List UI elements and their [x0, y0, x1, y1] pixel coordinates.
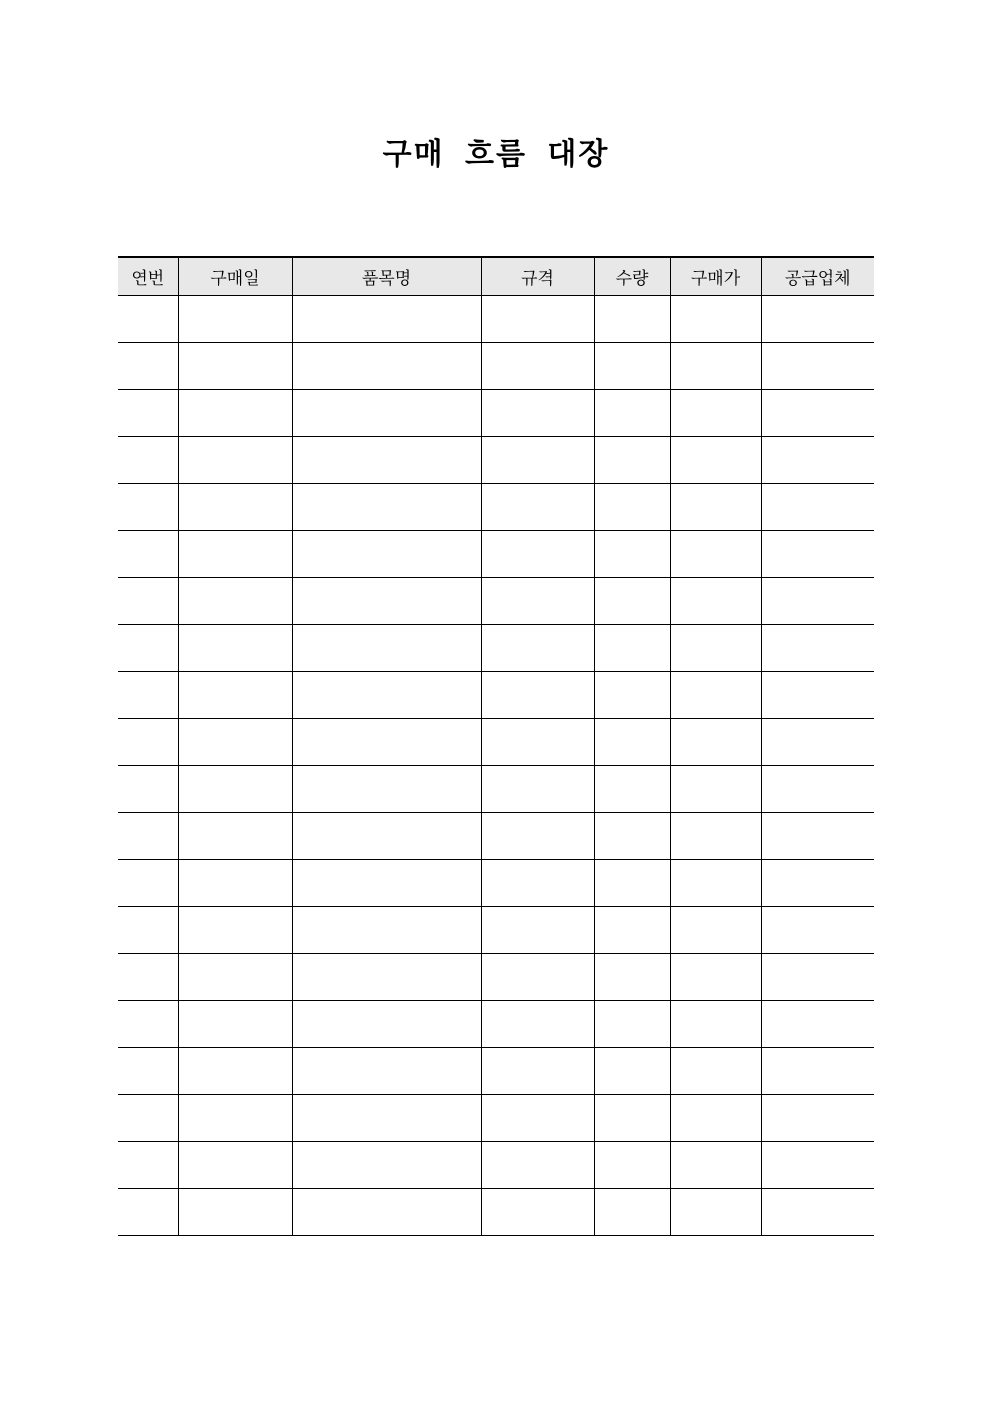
item-name-cell[interactable]: [292, 436, 481, 483]
purchase-date-cell[interactable]: [178, 1094, 292, 1141]
purchase-date-cell[interactable]: [178, 295, 292, 342]
purchase-date-cell[interactable]: [178, 342, 292, 389]
purchase-price-cell[interactable]: [670, 530, 761, 577]
supplier-cell[interactable]: [761, 812, 874, 859]
serial-number-cell[interactable]: [118, 718, 178, 765]
quantity-cell[interactable]: [594, 671, 670, 718]
serial-number-cell[interactable]: [118, 906, 178, 953]
quantity-cell[interactable]: [594, 812, 670, 859]
quantity-cell[interactable]: [594, 295, 670, 342]
table-row: [118, 436, 874, 483]
purchase-date-cell[interactable]: [178, 1047, 292, 1094]
spec-cell[interactable]: [481, 389, 594, 436]
serial-number-cell[interactable]: [118, 859, 178, 906]
supplier-cell[interactable]: [761, 1094, 874, 1141]
spec-header: 규격: [481, 257, 594, 295]
purchase-price-cell[interactable]: [670, 718, 761, 765]
purchase-price-cell[interactable]: [670, 1000, 761, 1047]
supplier-cell[interactable]: [761, 1188, 874, 1235]
quantity-cell[interactable]: [594, 624, 670, 671]
item-name-cell[interactable]: [292, 1141, 481, 1188]
supplier-cell[interactable]: [761, 577, 874, 624]
spec-cell[interactable]: [481, 436, 594, 483]
purchase-date-cell[interactable]: [178, 859, 292, 906]
item-name-cell[interactable]: [292, 1188, 481, 1235]
spec-cell[interactable]: [481, 671, 594, 718]
supplier-cell[interactable]: [761, 530, 874, 577]
purchase-price-cell[interactable]: [670, 1188, 761, 1235]
table-row: [118, 577, 874, 624]
serial-number-cell[interactable]: [118, 953, 178, 1000]
item-name-cell[interactable]: [292, 1047, 481, 1094]
purchase-date-cell[interactable]: [178, 577, 292, 624]
purchase-date-cell[interactable]: [178, 483, 292, 530]
quantity-cell[interactable]: [594, 389, 670, 436]
purchase-price-cell[interactable]: [670, 1094, 761, 1141]
purchase-date-cell[interactable]: [178, 1188, 292, 1235]
quantity-header: 수량: [594, 257, 670, 295]
quantity-cell[interactable]: [594, 1047, 670, 1094]
item-name-cell[interactable]: [292, 953, 481, 1000]
quantity-cell[interactable]: [594, 765, 670, 812]
table-row: [118, 812, 874, 859]
item-name-header: 품목명: [292, 257, 481, 295]
ledger-body: [118, 295, 874, 1235]
serial-number-cell[interactable]: [118, 530, 178, 577]
table-row: [118, 718, 874, 765]
purchase-date-cell[interactable]: [178, 1000, 292, 1047]
item-name-cell[interactable]: [292, 483, 481, 530]
purchase-price-cell[interactable]: [670, 765, 761, 812]
spec-cell[interactable]: [481, 1188, 594, 1235]
supplier-cell[interactable]: [761, 1047, 874, 1094]
supplier-cell[interactable]: [761, 483, 874, 530]
spec-cell[interactable]: [481, 812, 594, 859]
purchase-date-cell[interactable]: [178, 953, 292, 1000]
item-name-cell[interactable]: [292, 295, 481, 342]
purchase-price-cell[interactable]: [670, 1047, 761, 1094]
table-row: [118, 953, 874, 1000]
item-name-cell[interactable]: [292, 577, 481, 624]
supplier-cell[interactable]: [761, 906, 874, 953]
spec-cell[interactable]: [481, 577, 594, 624]
serial-number-cell[interactable]: [118, 483, 178, 530]
table-row: [118, 295, 874, 342]
serial-number-cell[interactable]: [118, 1047, 178, 1094]
purchase-price-cell[interactable]: [670, 906, 761, 953]
table-row: [118, 1141, 874, 1188]
purchase-date-header: 구매일: [178, 257, 292, 295]
table-row: [118, 483, 874, 530]
purchase-ledger-table: [118, 256, 874, 1236]
supplier-cell[interactable]: [761, 765, 874, 812]
quantity-cell[interactable]: [594, 906, 670, 953]
purchase-price-cell[interactable]: [670, 624, 761, 671]
page-title: 구매 흐름 대장: [382, 137, 610, 172]
purchase-price-cell[interactable]: [670, 1141, 761, 1188]
spec-cell[interactable]: [481, 953, 594, 1000]
purchase-date-cell[interactable]: [178, 765, 292, 812]
spec-cell[interactable]: [481, 483, 594, 530]
item-name-cell[interactable]: [292, 765, 481, 812]
purchase-date-cell[interactable]: [178, 530, 292, 577]
supplier-cell[interactable]: [761, 436, 874, 483]
purchase-price-cell[interactable]: [670, 577, 761, 624]
serial-number-cell[interactable]: [118, 1094, 178, 1141]
item-name-cell[interactable]: [292, 342, 481, 389]
quantity-cell[interactable]: [594, 530, 670, 577]
quantity-cell[interactable]: [594, 483, 670, 530]
item-name-cell[interactable]: [292, 859, 481, 906]
spec-cell[interactable]: [481, 906, 594, 953]
supplier-cell[interactable]: [761, 624, 874, 671]
spec-cell[interactable]: [481, 1141, 594, 1188]
purchase-date-cell[interactable]: [178, 389, 292, 436]
header-row: [118, 257, 874, 295]
serial-number-cell[interactable]: [118, 342, 178, 389]
table-row: [118, 1047, 874, 1094]
item-name-cell[interactable]: [292, 671, 481, 718]
spec-cell[interactable]: [481, 859, 594, 906]
table-row: [118, 624, 874, 671]
quantity-cell[interactable]: [594, 1141, 670, 1188]
purchase-price-header: 구매가: [670, 257, 761, 295]
item-name-cell[interactable]: [292, 389, 481, 436]
quantity-cell[interactable]: [594, 436, 670, 483]
item-name-cell[interactable]: [292, 530, 481, 577]
supplier-cell[interactable]: [761, 342, 874, 389]
supplier-cell[interactable]: [761, 718, 874, 765]
table-row: [118, 1188, 874, 1235]
supplier-cell[interactable]: [761, 1000, 874, 1047]
serial-number-cell[interactable]: [118, 624, 178, 671]
spec-cell[interactable]: [481, 765, 594, 812]
purchase-price-cell[interactable]: [670, 859, 761, 906]
purchase-price-cell[interactable]: [670, 812, 761, 859]
spec-cell[interactable]: [481, 295, 594, 342]
table-row: [118, 859, 874, 906]
table-row: [118, 1094, 874, 1141]
table-row: [118, 671, 874, 718]
purchase-date-cell[interactable]: [178, 718, 292, 765]
table-row: [118, 342, 874, 389]
quantity-cell[interactable]: [594, 577, 670, 624]
supplier-cell[interactable]: [761, 1141, 874, 1188]
serial-number-cell[interactable]: [118, 436, 178, 483]
spec-cell[interactable]: [481, 1047, 594, 1094]
spec-cell[interactable]: [481, 530, 594, 577]
table-row: [118, 1000, 874, 1047]
spec-cell[interactable]: [481, 1000, 594, 1047]
spec-cell[interactable]: [481, 1094, 594, 1141]
purchase-price-cell[interactable]: [670, 295, 761, 342]
supplier-cell[interactable]: [761, 295, 874, 342]
purchase-date-cell[interactable]: [178, 436, 292, 483]
purchase-price-cell[interactable]: [670, 671, 761, 718]
serial-number-cell[interactable]: [118, 1141, 178, 1188]
purchase-date-cell[interactable]: [178, 906, 292, 953]
quantity-cell[interactable]: [594, 718, 670, 765]
serial-number-cell[interactable]: [118, 671, 178, 718]
supplier-header: 공급업체: [761, 257, 874, 295]
serial-number-cell[interactable]: [118, 577, 178, 624]
item-name-cell[interactable]: [292, 624, 481, 671]
supplier-cell[interactable]: [761, 953, 874, 1000]
purchase-price-cell[interactable]: [670, 436, 761, 483]
purchase-price-cell[interactable]: [670, 483, 761, 530]
item-name-cell[interactable]: [292, 1094, 481, 1141]
serial-number-cell[interactable]: [118, 389, 178, 436]
item-name-cell[interactable]: [292, 1000, 481, 1047]
item-name-cell[interactable]: [292, 906, 481, 953]
spec-cell[interactable]: [481, 718, 594, 765]
spec-cell[interactable]: [481, 342, 594, 389]
purchase-price-cell[interactable]: [670, 953, 761, 1000]
quantity-cell[interactable]: [594, 953, 670, 1000]
quantity-cell[interactable]: [594, 1094, 670, 1141]
supplier-cell[interactable]: [761, 389, 874, 436]
purchase-date-cell[interactable]: [178, 671, 292, 718]
supplier-cell[interactable]: [761, 671, 874, 718]
serial-number-cell[interactable]: [118, 1188, 178, 1235]
serial-number-cell[interactable]: [118, 1000, 178, 1047]
quantity-cell[interactable]: [594, 1000, 670, 1047]
quantity-cell[interactable]: [594, 859, 670, 906]
table-row: [118, 906, 874, 953]
quantity-cell[interactable]: [594, 342, 670, 389]
supplier-cell[interactable]: [761, 859, 874, 906]
table-row: [118, 530, 874, 577]
serial-number-cell[interactable]: [118, 295, 178, 342]
purchase-date-cell[interactable]: [178, 1141, 292, 1188]
quantity-cell[interactable]: [594, 1188, 670, 1235]
item-name-cell[interactable]: [292, 812, 481, 859]
serial-number-cell[interactable]: [118, 765, 178, 812]
purchase-price-cell[interactable]: [670, 389, 761, 436]
spec-cell[interactable]: [481, 624, 594, 671]
purchase-price-cell[interactable]: [670, 342, 761, 389]
serial-number-header: 연번: [118, 257, 178, 295]
purchase-date-cell[interactable]: [178, 812, 292, 859]
serial-number-cell[interactable]: [118, 812, 178, 859]
table-row: [118, 765, 874, 812]
table-row: [118, 389, 874, 436]
purchase-date-cell[interactable]: [178, 624, 292, 671]
item-name-cell[interactable]: [292, 718, 481, 765]
